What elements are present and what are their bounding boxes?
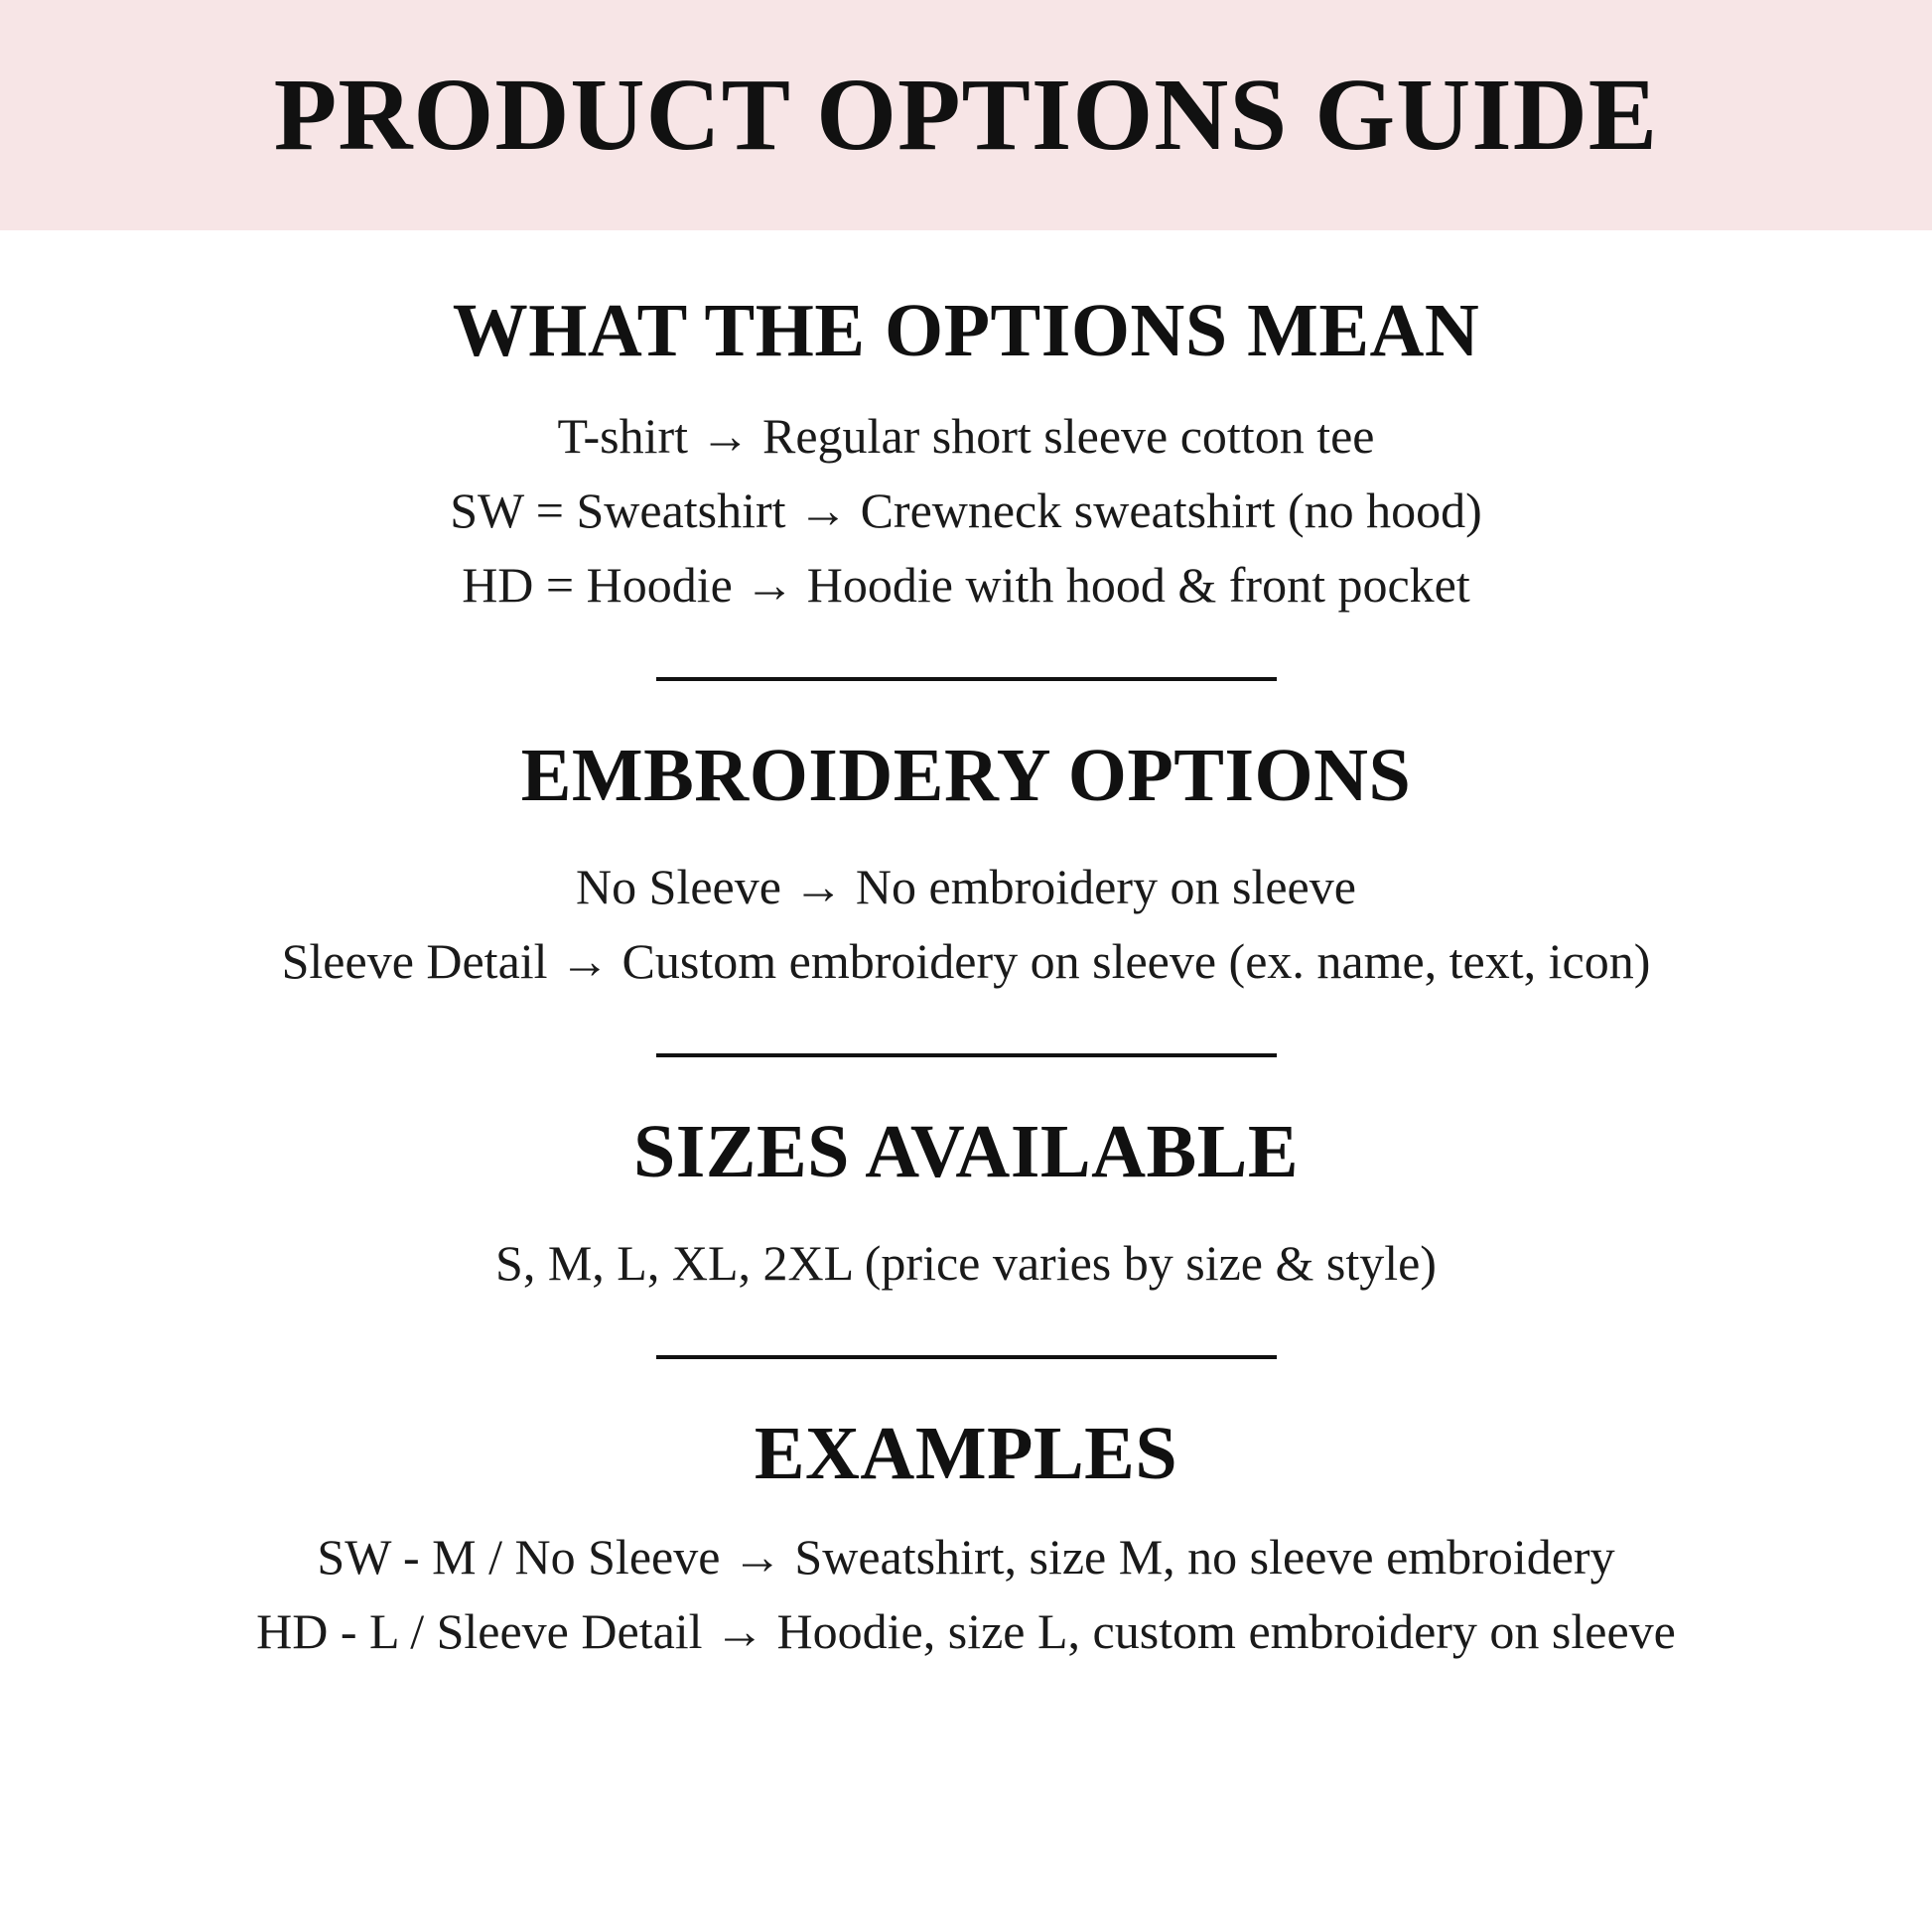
section-examples: [0, 1411, 1932, 1672]
section-divider-3: [656, 1355, 1277, 1359]
sizes-line: S, M, L, XL, 2XL (price varies by size & style): [495, 1235, 1437, 1291]
section-body-examples: [216, 1523, 1716, 1672]
guide-content: [0, 230, 1932, 1932]
option-line-hoodie: HD = Hoodie → Hoodie with hood & front pocket: [462, 557, 1470, 613]
example-line-sweatshirt: SW - M / No Sleeve → Sweatshirt, size M, no sleeve embroidery: [317, 1529, 1615, 1585]
section-sizes-available: [0, 1109, 1932, 1304]
header-banner: [0, 0, 1932, 230]
section-title-sizes-available: SIZES AVAILABLE: [632, 1110, 1300, 1193]
option-line-tshirt: T-shirt → Regular short sleeve cotton tee: [557, 408, 1375, 464]
section-body-what-the-options-mean: [410, 402, 1522, 625]
section-divider-2: [656, 1053, 1277, 1057]
page-title: PRODUCT OPTIONS GUIDE: [273, 58, 1659, 173]
section-title-what-the-options-mean: WHAT THE OPTIONS MEAN: [452, 289, 1480, 372]
section-embroidery-options: [0, 733, 1932, 1002]
section-what-the-options-mean: [0, 288, 1932, 625]
section-title-examples: EXAMPLES: [754, 1412, 1178, 1495]
section-body-embroidery-options: [242, 853, 1691, 1002]
embroidery-line-no-sleeve: No Sleeve → No embroidery on sleeve: [576, 859, 1356, 914]
option-line-sweatshirt: SW = Sweatshirt → Crewneck sweatshirt (no hood): [450, 483, 1482, 538]
embroidery-line-sleeve-detail: Sleeve Detail → Custom embroidery on sleeve (ex. name, text, icon): [281, 933, 1651, 989]
section-divider-1: [656, 677, 1277, 681]
example-line-hoodie: HD - L / Sleeve Detail → Hoodie, size L, custom embroidery on sleeve: [256, 1603, 1676, 1659]
section-body-sizes-available: [456, 1229, 1476, 1304]
section-title-embroidery-options: EMBROIDERY OPTIONS: [520, 734, 1412, 817]
